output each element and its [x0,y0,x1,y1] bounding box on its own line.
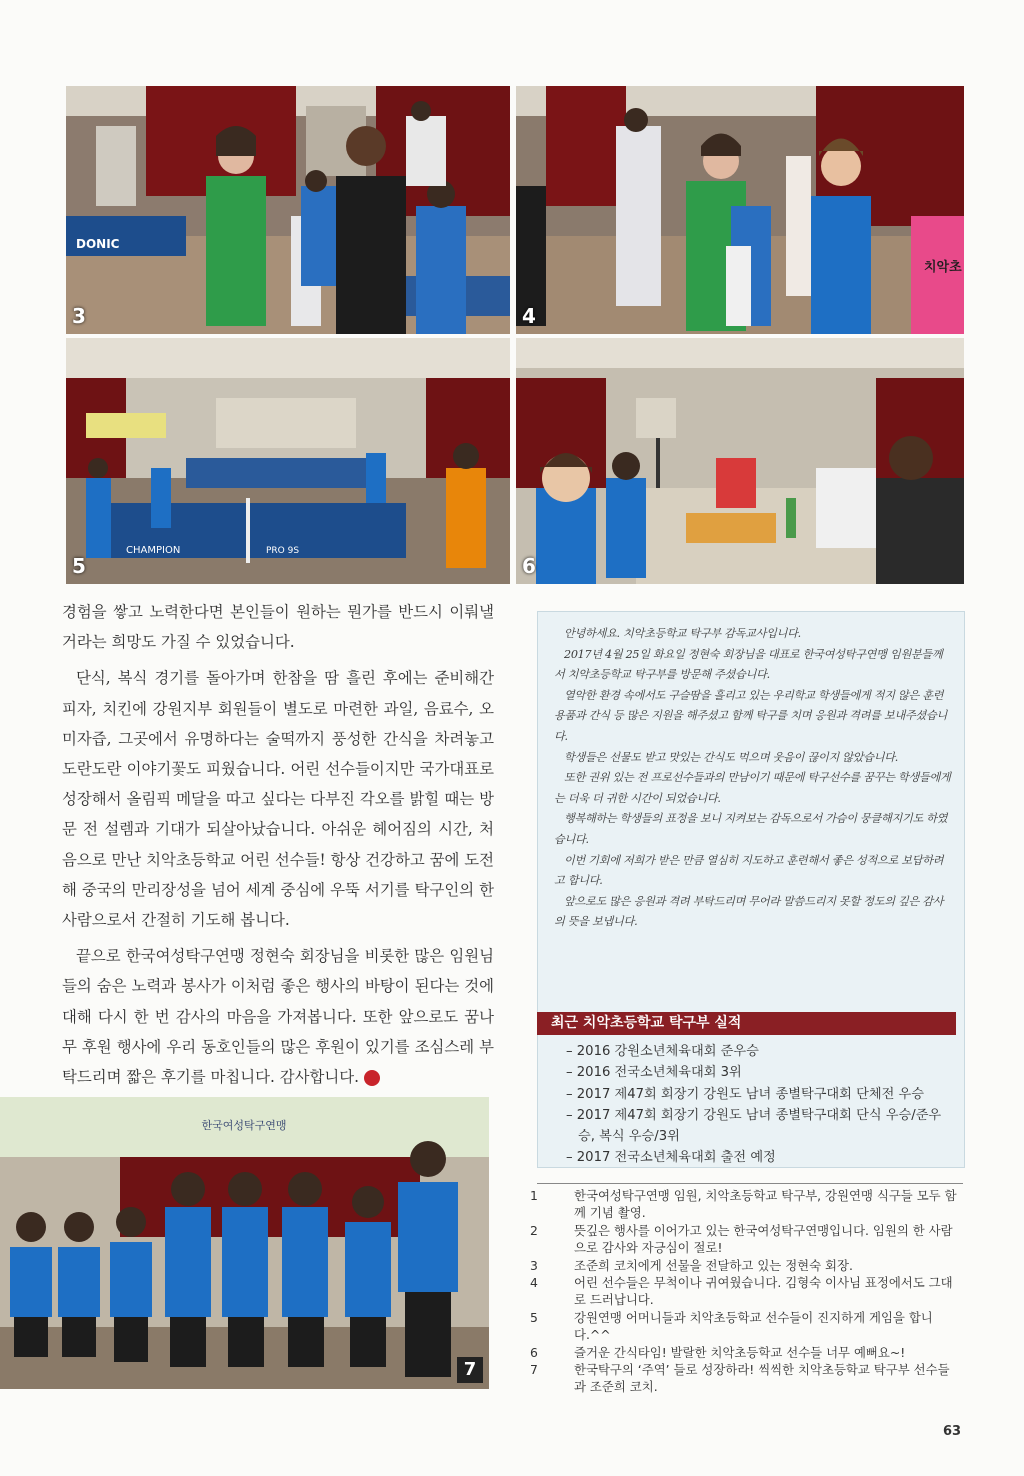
caption-number: 7 [530,1362,538,1378]
letter-line: 또한 권위 있는 전 프로선수들과의 만남이기 때문에 탁구선수를 꿈꾸는 학생들에게는 더욱 더 귀한 시간이 되었습니다. [554,771,951,805]
caption-number: 3 [530,1257,538,1273]
p5-table-brand: CHAMPION [126,545,181,556]
p4-shirt-text: 치악초 [924,260,962,275]
photo-3 [66,86,510,334]
article-body [62,597,494,1092]
letter-line: 2017년 4월 25일 화요일 정현숙 회장님을 대표로 한국여성탁구연맹 임원분들께서 치악초등학교 탁구부를 방문해 주셨습니다. [554,647,943,682]
caption-text: 뜻깊은 행사를 이어가고 있는 한국여성탁구연맹입니다. 임원의 한 사람으로 감사와 자긍심이 절로! [574,1222,953,1256]
coach-letter [554,624,952,933]
records-item: – 2016 전국소년체육대회 3위 [566,1065,742,1081]
caption-item [530,1274,960,1309]
caption-item [530,1257,960,1274]
letter-line: 앞으로도 많은 응원과 격려 부탁드리며 무어라 말씀드리지 못할 정도의 깊은 감사의 뜻을 보냅니다. [554,894,944,929]
records-item: – 2017 제47회 회장기 강원도 남녀 종별탁구대회 단체전 우승 [566,1086,924,1102]
records-list [566,1041,946,1169]
ping-pong-icon [364,1070,380,1086]
records-item: – 2017 제47회 회장기 강원도 남녀 종별탁구대회 단식 우승/준우승, 복식 우승/3위 [566,1107,942,1145]
photo-6 [516,338,964,584]
article-paragraph-3-text: 끝으로 한국여성탁구연맹 정현숙 회장님을 비롯한 많은 임원님들의 숨은 노력과 봉사가 이처럼 좋은 행사의 바탕이 된다는 것에 대해 다시 한 번 감사의 마음을 가져봅니다. 또한 앞으로도 꿈나무 후원 행사에 우리 동호인들의 많은 후원이 있기를 조심스레 부탁드리며 짧은 후기를 마칩니다. 감사합니다. [62,947,494,1087]
caption-number: 5 [530,1309,538,1325]
caption-item [530,1187,960,1222]
photo-7-number: 7 [457,1357,483,1383]
caption-text: 한국여성탁구연맹 임원, 치악초등학교 탁구부, 강원연맹 식구들 모두 함께 기념 촬영. [574,1188,957,1221]
captions-divider [537,1183,963,1184]
p3-table-brand: DONIC [76,237,120,251]
records-item: – 2017 전국소년체육대회 출전 예정 [566,1150,776,1166]
photo-5-number: 5 [72,554,86,578]
photo-6-number: 6 [522,554,536,578]
caption-item [530,1344,960,1361]
caption-text: 즐거운 간식타임! 발랄한 치악초등학교 선수들 너무 예뻐요~! [574,1344,906,1360]
records-title: 최근 치악초등학교 탁구부 실적 [537,1012,956,1035]
caption-text: 조준희 코치에게 선물을 전달하고 있는 정현숙 회장. [574,1257,853,1273]
letter-line: 학생들은 선물도 받고 맛있는 간식도 먹으며 웃음이 끊이지 않았습니다. [564,750,899,764]
caption-text: 어린 선수들은 무척이나 귀여웠습니다. 김형숙 이사님 표정에서도 그대로 드러납니다. [574,1275,953,1308]
p5-table-model: PRO 9S [266,546,300,556]
caption-number: 6 [530,1344,538,1360]
article-paragraph-3 [62,941,494,1092]
caption-text: 한국탁구의 ‘주역’ 들로 성장하라! 씩씩한 치악초등학교 탁구부 선수들과 조준희 코치. [574,1362,950,1395]
p7-banner-text: 한국여성탁구연맹 [201,1119,287,1132]
caption-item [530,1222,960,1257]
caption-number: 4 [530,1275,538,1291]
records-item: – 2016 강원소년체육대회 준우승 [566,1044,759,1059]
article-paragraph-2: 단식, 복식 경기를 돌아가며 한참을 땀 흘린 후에는 준비해간 피자, 치킨에 강원지부 회원들이 별도로 마련한 과일, 음료수, 오미자즙, 그곳에서 유명하다는 술떡까지 풍성한 간식을 차려놓고 도란도란 이야기꽃도 피웠습니다. 어린 선수들이지만 국가대표로 성장해서 올림픽 메달을 따고 싶다는 다부진 각오를 밝힐 때는 방문 전 설렘과 기대가 되살아났습니다. 아쉬운 헤어짐의 시간, 처음으로 만난 치악초등학교 어린 선수들! 항상 건강하고 꿈에 도전해 중국의 만리장성을 넘어 세계 중심에 우뚝 서기를 탁구인의 한사람으로서 간절히 기도해 봅니다. [62,669,494,930]
page-number: 63 [943,1424,962,1439]
photo-5 [66,338,510,584]
photo-4-number: 4 [522,304,536,328]
caption-number: 2 [530,1222,538,1238]
caption-item [530,1309,960,1344]
caption-item [530,1361,960,1396]
photo-captions [530,1187,960,1396]
article-paragraph-1: 경험을 쌓고 노력한다면 본인들이 원하는 뭔가를 반드시 이뤄낼 거라는 희망도 가질 수 있었습니다. [62,603,494,652]
letter-line: 열악한 환경 속에서도 구슬땀을 흘리고 있는 우리학교 학생들에게 적지 않은 훈련용품과 간식 등 많은 지원을 해주셨고 함께 탁구를 치며 응원과 격려를 보내주셨습니다. [554,688,948,743]
caption-text: 강원연맹 어머니들과 치악초등학교 선수들이 진지하게 게임을 합니다.^^ [574,1309,933,1343]
photo-4 [516,86,964,334]
letter-line: 안녕하세요. 치악초등학교 탁구부 감독교사입니다. [564,627,801,640]
letter-line: 행복해하는 학생들의 표정을 보니 지켜보는 감독으로서 가슴이 뭉클해지기도 하였습니다. [554,812,948,846]
letter-line: 이번 기회에 저희가 받은 만큼 열심히 지도하고 훈련해서 좋은 성적으로 보답하려고 합니다. [554,853,944,888]
photo-7 [0,1097,489,1389]
photo-3-number: 3 [72,304,86,328]
caption-number: 1 [530,1188,538,1203]
